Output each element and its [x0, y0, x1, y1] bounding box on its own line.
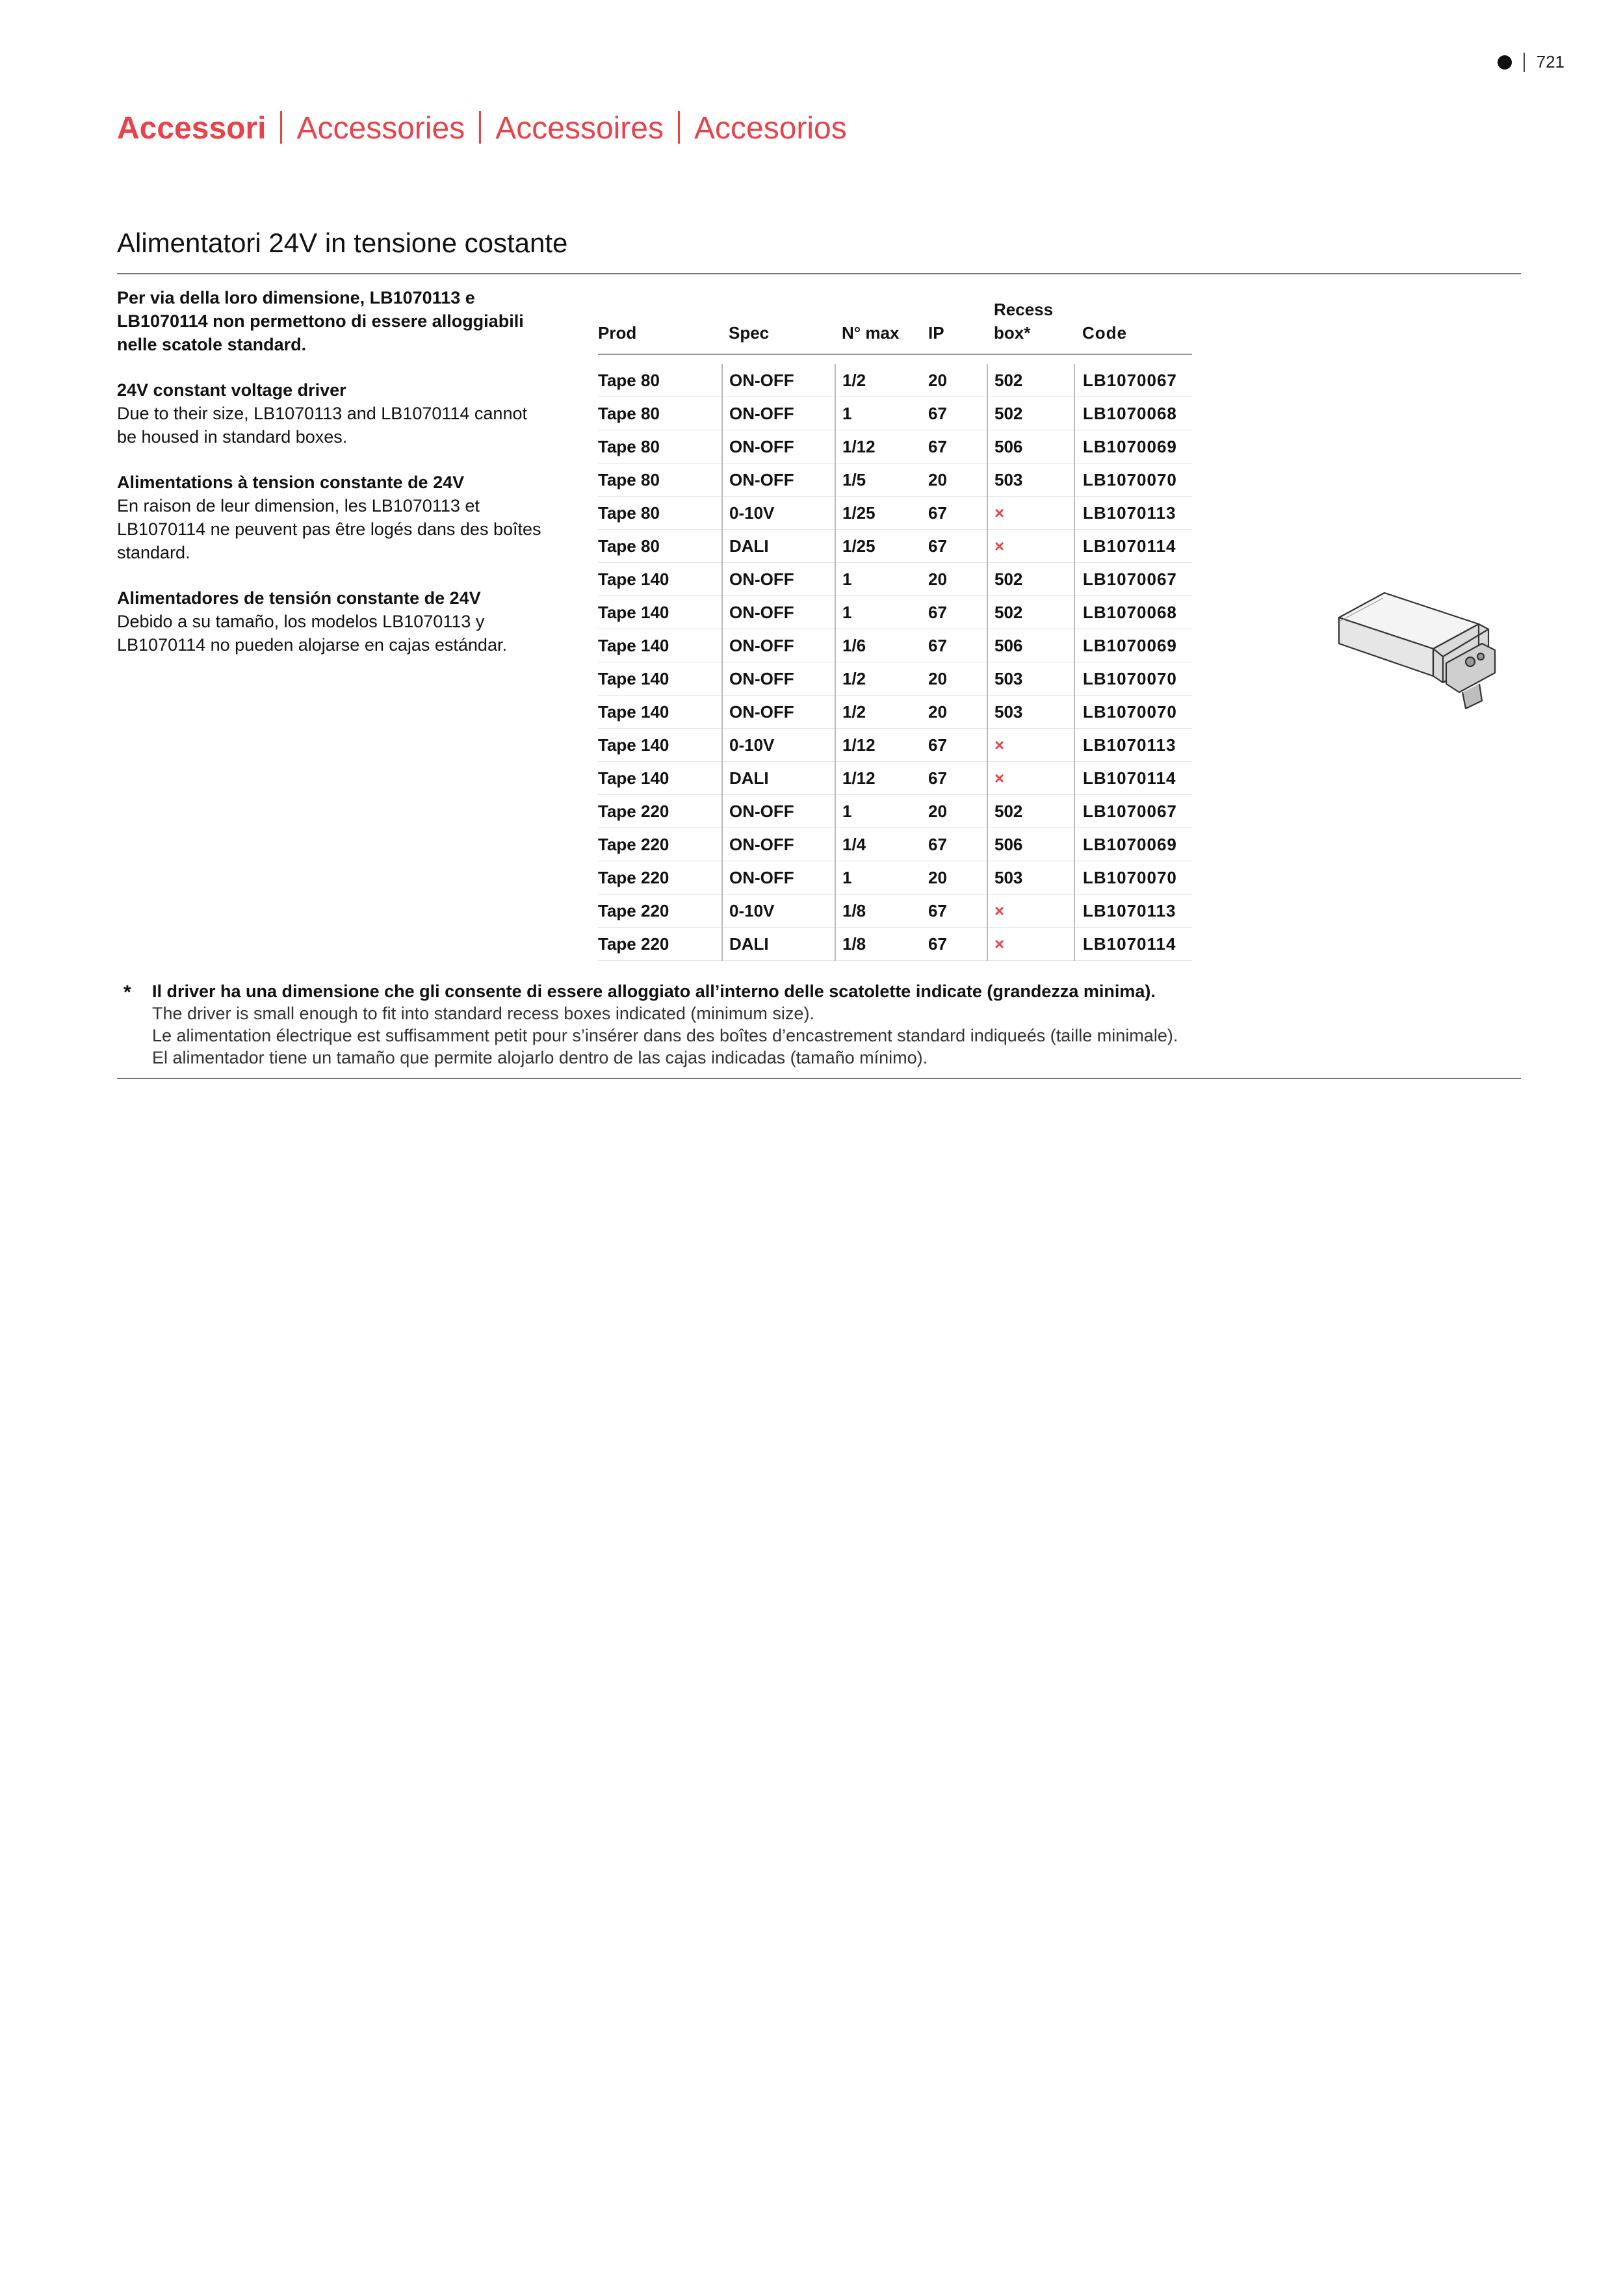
- cell-ip: 20: [922, 861, 987, 894]
- title-divider: [280, 111, 282, 144]
- table-row: [598, 828, 1192, 861]
- table-row: [598, 397, 1192, 430]
- cell-nmax: 1: [835, 861, 922, 894]
- footnote-french: Le alimentation électrique est suffisamment petit pour s’insérer dans des boîtes d’encastrement standard indiqueés (taille minimale).: [152, 1026, 1178, 1045]
- driver-table: [598, 293, 1192, 961]
- cell-prod: Tape 80: [598, 430, 722, 463]
- cell-recess-box: 502: [987, 795, 1074, 828]
- cell-ip: 20: [922, 662, 987, 696]
- header-nmax: N° max: [835, 293, 922, 354]
- cell-spec: ON-OFF: [722, 397, 835, 430]
- cell-recess-box: 506: [987, 430, 1074, 463]
- cell-prod: Tape 80: [598, 397, 722, 430]
- cell-nmax: 1/25: [835, 530, 922, 563]
- cell-spec: ON-OFF: [722, 795, 835, 828]
- cell-code: LB1070113: [1074, 729, 1192, 762]
- footnote: [117, 980, 1521, 1069]
- cell-ip: 67: [922, 928, 987, 961]
- table-row: [598, 364, 1192, 397]
- cell-ip: 67: [922, 397, 987, 430]
- cell-prod: Tape 140: [598, 729, 722, 762]
- title-divider: [678, 111, 680, 144]
- cell-spec: DALI: [722, 530, 835, 563]
- cell-spec: ON-OFF: [722, 662, 835, 696]
- cell-prod: Tape 140: [598, 696, 722, 729]
- table-row: [598, 696, 1192, 729]
- title-spanish: Accesorios: [694, 111, 847, 146]
- footnote-rule: [117, 1078, 1521, 1079]
- intro-text: [117, 286, 546, 679]
- cell-prod: Tape 80: [598, 463, 722, 497]
- cell-code: LB1070070: [1074, 662, 1192, 696]
- divider: [1524, 53, 1525, 72]
- cell-recess-box: ×: [987, 762, 1074, 795]
- cell-recess-box: ×: [987, 497, 1074, 530]
- cell-recess-box: ×: [987, 530, 1074, 563]
- cell-recess-box: ×: [987, 928, 1074, 961]
- section-rule: [117, 273, 1521, 274]
- bullet-icon: [1498, 55, 1512, 70]
- table-row: [598, 530, 1192, 563]
- cell-prod: Tape 220: [598, 894, 722, 928]
- cell-code: LB1070069: [1074, 629, 1192, 662]
- cell-nmax: 1/4: [835, 828, 922, 861]
- cell-ip: 20: [922, 795, 987, 828]
- cell-spec: ON-OFF: [722, 629, 835, 662]
- cell-ip: 67: [922, 762, 987, 795]
- table-row: [598, 729, 1192, 762]
- table-row: [598, 894, 1192, 928]
- cell-nmax: 1: [835, 563, 922, 596]
- table-row: [598, 795, 1192, 828]
- cell-ip: 67: [922, 596, 987, 629]
- intro-french-title: Alimentations à tension constante de 24V: [117, 473, 465, 492]
- cell-spec: ON-OFF: [722, 696, 835, 729]
- cell-ip: 20: [922, 364, 987, 397]
- cell-recess-box: 503: [987, 696, 1074, 729]
- header-prod: Prod: [598, 293, 722, 354]
- cell-recess-box: ×: [987, 894, 1074, 928]
- header-recess-box: [987, 293, 1074, 354]
- cell-nmax: 1/2: [835, 662, 922, 696]
- cell-prod: Tape 80: [598, 497, 722, 530]
- cell-nmax: 1/12: [835, 762, 922, 795]
- page-title: [117, 111, 847, 146]
- cell-code: LB1070070: [1074, 861, 1192, 894]
- cell-nmax: 1/25: [835, 497, 922, 530]
- cell-code: LB1070067: [1074, 563, 1192, 596]
- cell-code: LB1070067: [1074, 795, 1192, 828]
- cell-recess-box: 502: [987, 364, 1074, 397]
- intro-french: [117, 471, 546, 564]
- intro-english-text: Due to their size, LB1070113 and LB1070114 cannot be housed in standard boxes.: [117, 404, 527, 447]
- header-recess: Recess: [994, 300, 1054, 319]
- table-row: [598, 629, 1192, 662]
- table-row: [598, 928, 1192, 961]
- cell-code: LB1070114: [1074, 928, 1192, 961]
- intro-spanish: [117, 586, 546, 657]
- title-divider: [479, 111, 481, 144]
- cell-recess-box: ×: [987, 729, 1074, 762]
- cell-code: LB1070114: [1074, 530, 1192, 563]
- cell-code: LB1070067: [1074, 364, 1192, 397]
- cell-nmax: 1/12: [835, 430, 922, 463]
- table-row: [598, 861, 1192, 894]
- cell-recess-box: 503: [987, 463, 1074, 497]
- cell-nmax: 1: [835, 596, 922, 629]
- cell-spec: ON-OFF: [722, 563, 835, 596]
- table-row: [598, 662, 1192, 696]
- cell-nmax: 1/8: [835, 894, 922, 928]
- cell-code: LB1070070: [1074, 696, 1192, 729]
- cell-spec: ON-OFF: [722, 430, 835, 463]
- cell-spec: ON-OFF: [722, 861, 835, 894]
- cell-code: LB1070114: [1074, 762, 1192, 795]
- cell-nmax: 1: [835, 397, 922, 430]
- table-row: [598, 762, 1192, 795]
- cell-prod: Tape 80: [598, 364, 722, 397]
- intro-english: [117, 378, 546, 449]
- cell-ip: 67: [922, 629, 987, 662]
- cell-ip: 20: [922, 563, 987, 596]
- cell-prod: Tape 140: [598, 762, 722, 795]
- cell-recess-box: 502: [987, 596, 1074, 629]
- header-box: box: [994, 323, 1024, 343]
- cell-spec: 0-10V: [722, 729, 835, 762]
- cell-code: LB1070068: [1074, 397, 1192, 430]
- cell-code: LB1070069: [1074, 430, 1192, 463]
- footnote-english: The driver is small enough to fit into standard recess boxes indicated (minimum size).: [152, 1004, 814, 1023]
- cell-spec: 0-10V: [722, 894, 835, 928]
- table-row: [598, 497, 1192, 530]
- cell-spec: DALI: [722, 928, 835, 961]
- intro-english-title: 24V constant voltage driver: [117, 380, 346, 400]
- asterisk-icon: *: [123, 982, 131, 1003]
- cell-nmax: 1/8: [835, 928, 922, 961]
- cell-recess-box: 503: [987, 861, 1074, 894]
- cell-code: LB1070113: [1074, 894, 1192, 928]
- cell-prod: Tape 80: [598, 530, 722, 563]
- cell-ip: 67: [922, 828, 987, 861]
- cell-code: LB1070069: [1074, 828, 1192, 861]
- intro-french-text: En raison de leur dimension, les LB1070113 et LB1070114 ne peuvent pas être logés dans des boîtes standard.: [117, 496, 541, 562]
- cell-ip: 20: [922, 696, 987, 729]
- cell-recess-box: 502: [987, 563, 1074, 596]
- cell-recess-box: 506: [987, 828, 1074, 861]
- cell-ip: 67: [922, 894, 987, 928]
- cell-nmax: 1/12: [835, 729, 922, 762]
- cell-nmax: 1/2: [835, 364, 922, 397]
- intro-spanish-title: Alimentadores de tensión constante de 24V: [117, 588, 481, 608]
- title-english: Accessories: [296, 111, 465, 146]
- cell-spec: 0-10V: [722, 497, 835, 530]
- page-number-block: [1498, 52, 1565, 72]
- cell-prod: Tape 140: [598, 629, 722, 662]
- header-code: Code: [1074, 293, 1192, 354]
- cell-prod: Tape 140: [598, 662, 722, 696]
- cell-spec: DALI: [722, 762, 835, 795]
- cell-prod: Tape 140: [598, 563, 722, 596]
- cell-ip: 67: [922, 430, 987, 463]
- footnote-italian: Il driver ha una dimensione che gli consente di essere alloggiato all’interno delle scatolette indicate (grandezza minima).: [152, 982, 1156, 1001]
- intro-italian: Per via della loro dimensione, LB1070113 e LB1070114 non permettono di essere alloggiabili nelle scatole standard.: [117, 288, 524, 354]
- header-ip: IP: [922, 293, 987, 354]
- table-row: [598, 463, 1192, 497]
- table-row: [598, 596, 1192, 629]
- cell-prod: Tape 220: [598, 828, 722, 861]
- cell-prod: Tape 220: [598, 861, 722, 894]
- cell-ip: 67: [922, 497, 987, 530]
- section-title: Alimentatori 24V in tensione costante: [117, 228, 568, 258]
- cell-code: LB1070113: [1074, 497, 1192, 530]
- cell-spec: ON-OFF: [722, 463, 835, 497]
- footnote-spanish: El alimentador tiene un tamaño que permite alojarlo dentro de las cajas indicadas (tamaño mínimo).: [152, 1048, 928, 1067]
- cell-ip: 20: [922, 463, 987, 497]
- table-header-row: [598, 293, 1192, 354]
- driver-product-image: [1326, 585, 1547, 735]
- cell-recess-box: 506: [987, 629, 1074, 662]
- cell-nmax: 1/6: [835, 629, 922, 662]
- cell-spec: ON-OFF: [722, 828, 835, 861]
- cell-nmax: 1/5: [835, 463, 922, 497]
- asterisk-icon: *: [1024, 323, 1031, 343]
- cell-spec: ON-OFF: [722, 364, 835, 397]
- page-number: 721: [1536, 52, 1565, 72]
- title-italian: Accessori: [117, 111, 266, 146]
- cell-prod: Tape 220: [598, 928, 722, 961]
- title-french: Accessoires: [495, 111, 664, 146]
- cell-recess-box: 503: [987, 662, 1074, 696]
- header-spec: Spec: [722, 293, 835, 354]
- cell-code: LB1070070: [1074, 463, 1192, 497]
- cell-ip: 67: [922, 729, 987, 762]
- table-row: [598, 563, 1192, 596]
- table-row: [598, 430, 1192, 463]
- cell-code: LB1070068: [1074, 596, 1192, 629]
- cell-ip: 67: [922, 530, 987, 563]
- cell-prod: Tape 220: [598, 795, 722, 828]
- cell-recess-box: 502: [987, 397, 1074, 430]
- cell-spec: ON-OFF: [722, 596, 835, 629]
- cell-prod: Tape 140: [598, 596, 722, 629]
- cell-nmax: 1: [835, 795, 922, 828]
- cell-nmax: 1/2: [835, 696, 922, 729]
- intro-spanish-text: Debido a su tamaño, los modelos LB1070113 y LB1070114 no pueden alojarse en cajas estándar.: [117, 612, 507, 655]
